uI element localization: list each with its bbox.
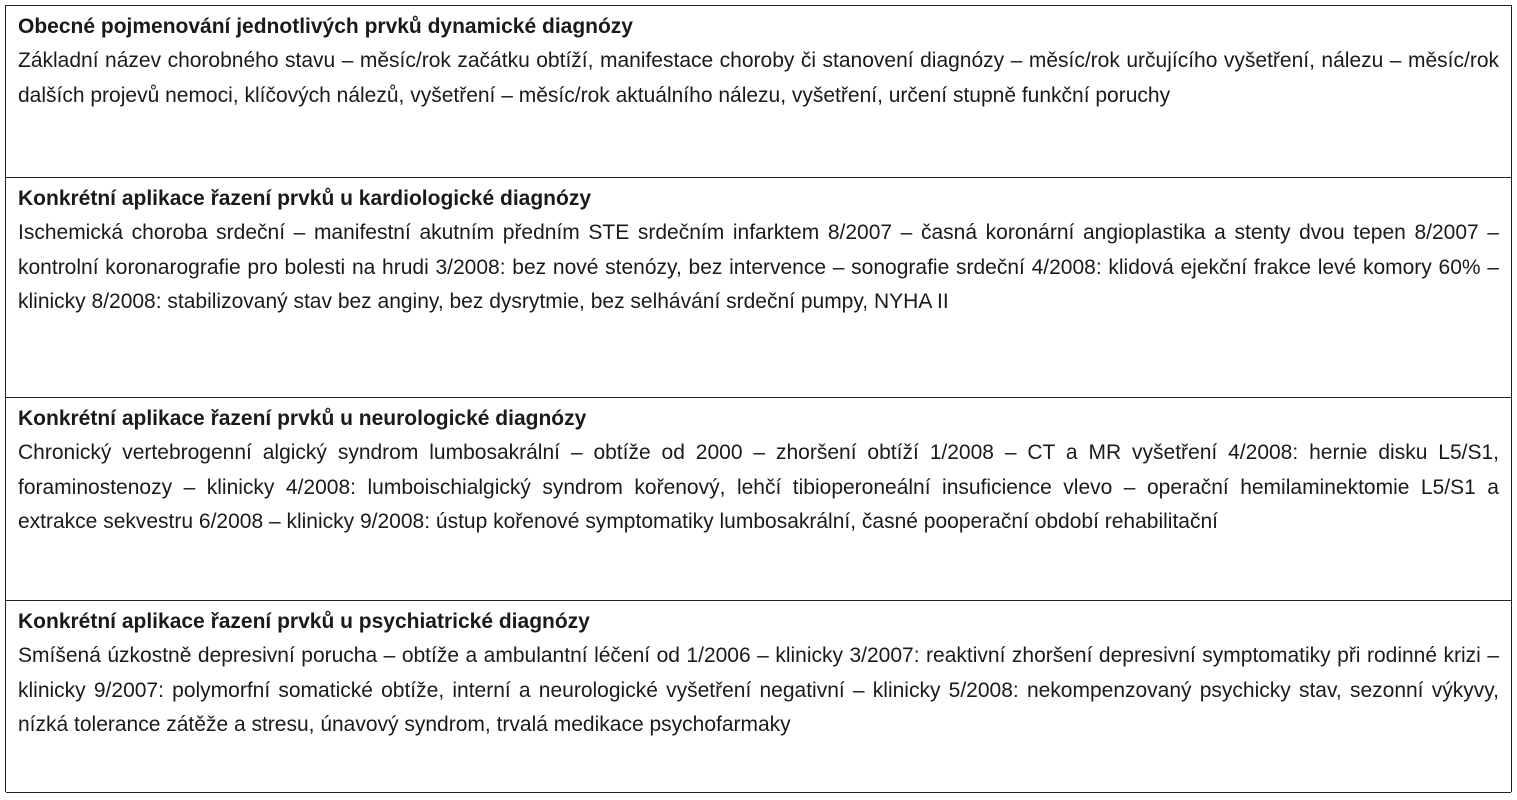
row-text: Chronický vertebrogenní algický syndrom lumbosakrální – obtíže od 2000 – zhoršení obtíží 1/2008 – CT a MR vyšetření 4/2008: hernie disku L5/S1, foraminostenozy – klinicky 4/2008: lumboischialgický syndrom kořenový, lehčí tibioperoneální insuficience vlevo – operační hemilaminektomie L5/S1 a extrakce sekvestru 6/2008 – klinicky 9/2008: ústup kořenové symptomatiky lumbosakrální, časné pooperační období rehabilitační [18,441,1499,533]
row-heading: Konkrétní aplikace řazení prvků u psychiatrické diagnózy [18,610,590,633]
row-heading: Obecné pojmenování jednotlivých prvků dynamické diagnózy [18,15,633,38]
row-text: Základní název chorobného stavu – měsíc/rok začátku obtíží, manifestace choroby či stanovení diagnózy – měsíc/rok určujícího vyšetření, nálezu – měsíc/rok dalších projevů nemoci, klíčových nálezů, vyšetření – měsíc/rok aktuálního nálezu, vyšetření, určení stupně funkční poruchy [18,49,1499,107]
table-row-general [6,6,1511,178]
row-heading: Konkrétní aplikace řazení prvků u neurologické diagnózy [18,407,587,430]
row-heading: Konkrétní aplikace řazení prvků u kardiologické diagnózy [18,187,591,210]
diagnosis-table [5,5,1512,792]
table-row-cardiology [6,178,1511,398]
table-row-neurology [6,398,1511,601]
row-text: Ischemická choroba srdeční – manifestní akutním předním STE srdečním infarktem 8/2007 – časná koronární angioplastika a stenty dvou tepen 8/2007 – kontrolní koronarografie pro bolesti na hrudi 3/2008: bez nové stenózy, bez intervence – sonografie srdeční 4/2008: klidová ejekční frakce levé komory 60% – klinicky 8/2008: stabilizovaný stav bez anginy, bez dysrytmie, bez selhávání srdeční pumpy, NYHA II [18,221,1499,313]
table-row-psychiatry [6,601,1511,793]
row-text: Smíšená úzkostně depresivní porucha – obtíže a ambulantní léčení od 1/2006 – klinicky 3/2007: reaktivní zhoršení depresivní symptomatiky při rodinné krizi – klinicky 9/2007: polymorfní somatické obtíže, interní a neurologické vyšetření negativní – klinicky 5/2008: nekompenzovaný psychicky stav, sezonní výkyvy, nízká tolerance zátěže a stresu, únavový syndrom, trvalá medikace psychofarmaky [18,644,1499,736]
